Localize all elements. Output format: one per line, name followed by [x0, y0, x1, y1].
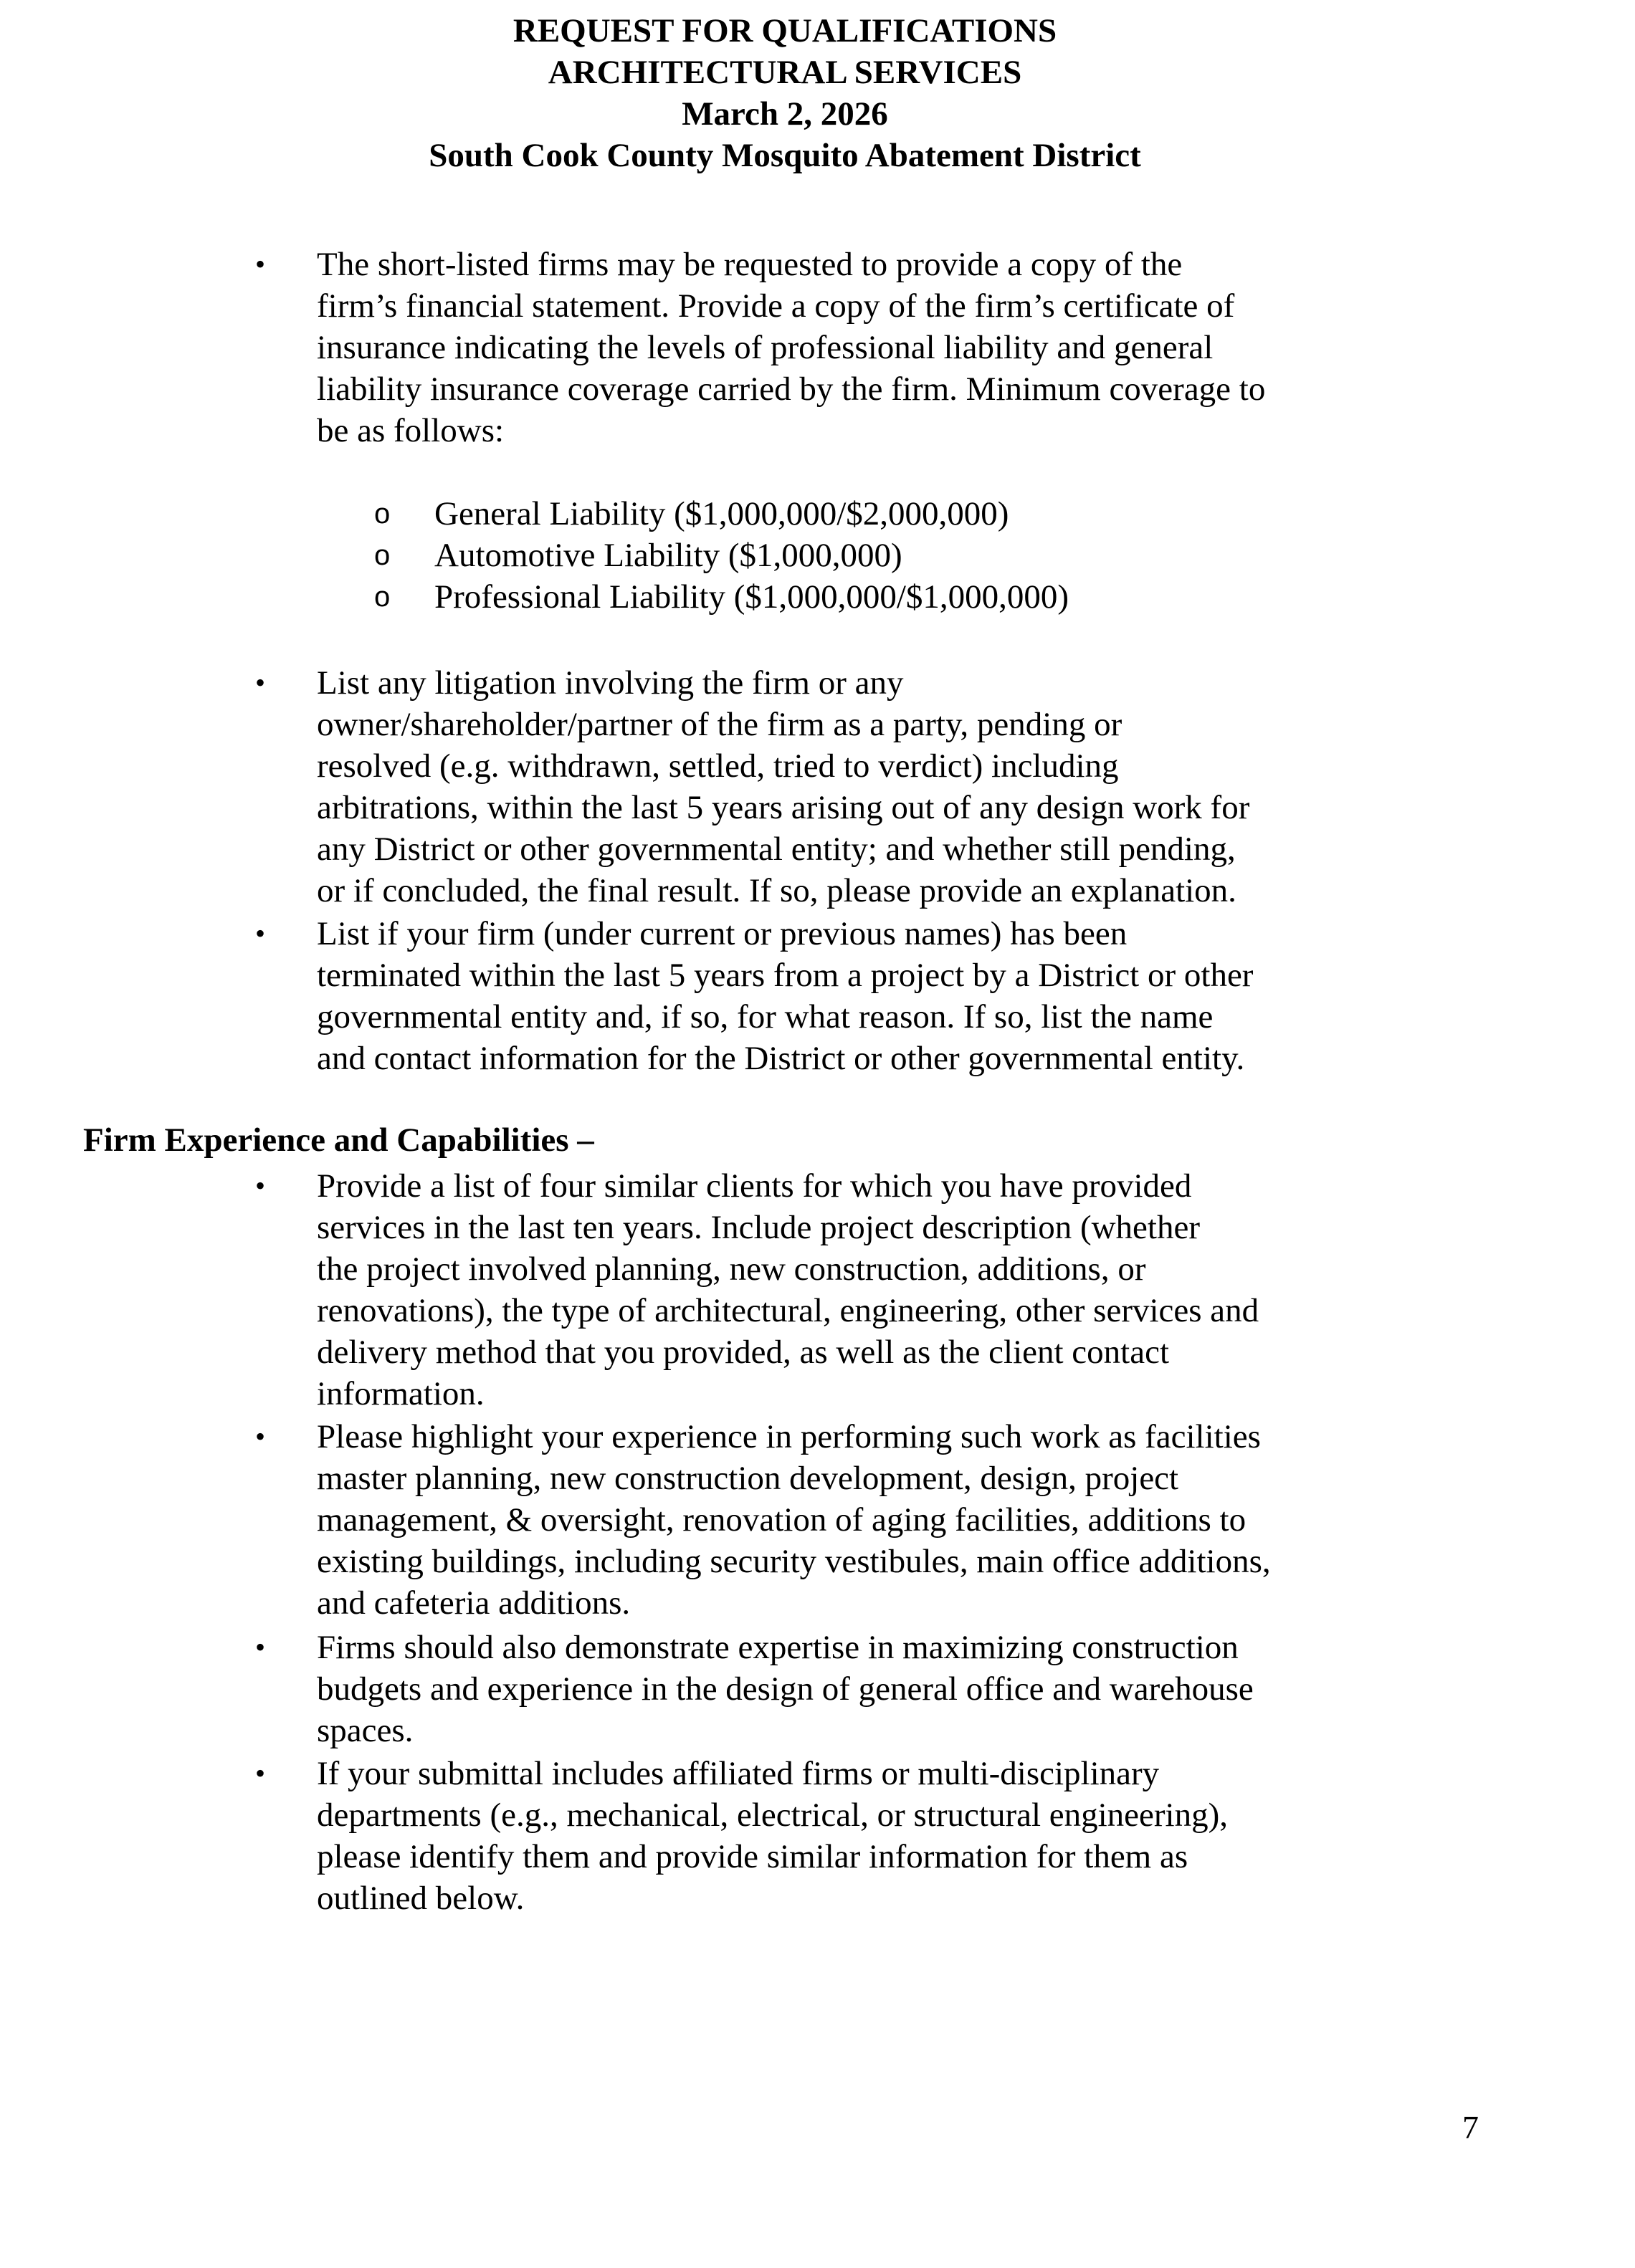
- text-line: any District or other governmental entity; and whether still pending,: [317, 831, 1236, 868]
- bullet-icon: •: [255, 666, 266, 699]
- text-line: List any litigation involving the firm or any: [317, 664, 904, 702]
- header-date: March 2, 2026: [682, 95, 888, 133]
- list-item-similar-clients: [317, 1165, 1259, 1415]
- header-organization: South Cook County Mosquito Abatement District: [429, 137, 1141, 174]
- text-line: renovations), the type of architectural, engineering, other services and: [317, 1292, 1259, 1329]
- text-line: delivery method that you provided, as well as the client contact: [317, 1334, 1169, 1371]
- text-line: firm’s financial statement. Provide a copy of the firm’s certificate of: [317, 287, 1235, 325]
- bullet-icon: •: [255, 248, 266, 280]
- text-line: Firms should also demonstrate expertise in maximizing construction: [317, 1629, 1239, 1666]
- coverage-general-liability: General Liability ($1,000,000/$2,000,000): [434, 495, 1009, 532]
- coverage-professional-liability: Professional Liability ($1,000,000/$1,000,000): [434, 578, 1069, 616]
- list-item-affiliated-firms: [317, 1753, 1228, 1919]
- text-line: or if concluded, the final result. If so, please provide an explanation.: [317, 872, 1236, 909]
- text-line: be as follows:: [317, 412, 505, 449]
- coverage-automotive-liability: Automotive Liability ($1,000,000): [434, 537, 902, 574]
- bullet-icon: •: [255, 1169, 266, 1202]
- text-line: liability insurance coverage carried by the firm. Minimum coverage to: [317, 370, 1266, 408]
- text-line: services in the last ten years. Include project description (whether: [317, 1209, 1200, 1246]
- text-line: existing buildings, including security vestibules, main office additions,: [317, 1543, 1271, 1580]
- text-line: please identify them and provide similar information for them as: [317, 1838, 1188, 1875]
- text-line: the project involved planning, new construction, additions, or: [317, 1250, 1146, 1288]
- sub-bullet-icon: o: [374, 498, 391, 530]
- list-item-litigation: [317, 662, 1249, 911]
- bullet-icon: •: [255, 1420, 266, 1453]
- sub-bullet-icon: o: [374, 581, 391, 613]
- section-heading-firm-experience: Firm Experience and Capabilities –: [83, 1121, 594, 1159]
- text-line: arbitrations, within the last 5 years arising out of any design work for: [317, 789, 1250, 826]
- text-line: Provide a list of four similar clients for which you have provided: [317, 1167, 1192, 1205]
- text-line: terminated within the last 5 years from a project by a District or other: [317, 957, 1254, 994]
- list-item-experience-highlight: [317, 1416, 1271, 1624]
- text-line: governmental entity and, if so, for what reason. If so, list the name: [317, 998, 1214, 1035]
- text-line: insurance indicating the levels of professional liability and general: [317, 329, 1214, 366]
- text-line: If your submittal includes affiliated firms or multi-disciplinary: [317, 1755, 1160, 1792]
- list-item-financial-insurance: [317, 244, 1265, 451]
- text-line: master planning, new construction development, design, project: [317, 1460, 1179, 1497]
- text-line: The short-listed firms may be requested to provide a copy of the: [317, 246, 1183, 283]
- text-line: List if your firm (under current or previous names) has been: [317, 915, 1128, 952]
- list-item-termination: [317, 913, 1253, 1079]
- text-line: information.: [317, 1375, 485, 1412]
- text-line: outlined below.: [317, 1880, 525, 1917]
- text-line: owner/shareholder/partner of the firm as a party, pending or: [317, 706, 1122, 743]
- page-number: 7: [1462, 2109, 1479, 2145]
- coverage-list: [434, 493, 1069, 618]
- header-title: REQUEST FOR QUALIFICATIONS: [513, 12, 1057, 49]
- bullet-icon: •: [255, 1757, 266, 1789]
- text-line: resolved (e.g. withdrawn, settled, tried to verdict) including: [317, 747, 1119, 785]
- bullet-icon: •: [255, 917, 266, 949]
- text-line: spaces.: [317, 1712, 414, 1749]
- text-line: departments (e.g., mechanical, electrical, or structural engineering),: [317, 1796, 1229, 1834]
- sub-bullet-icon: o: [374, 540, 391, 571]
- text-line: and contact information for the District or other governmental entity.: [317, 1040, 1245, 1077]
- list-item-budget-expertise: [317, 1627, 1254, 1751]
- header-subtitle: ARCHITECTURAL SERVICES: [548, 54, 1022, 91]
- text-line: and cafeteria additions.: [317, 1584, 631, 1622]
- text-line: budgets and experience in the design of general office and warehouse: [317, 1670, 1254, 1708]
- text-line: management, & oversight, renovation of aging facilities, additions to: [317, 1501, 1246, 1539]
- document-header: [0, 10, 1570, 176]
- bullet-icon: •: [255, 1631, 266, 1663]
- text-line: Please highlight your experience in performing such work as facilities: [317, 1418, 1261, 1455]
